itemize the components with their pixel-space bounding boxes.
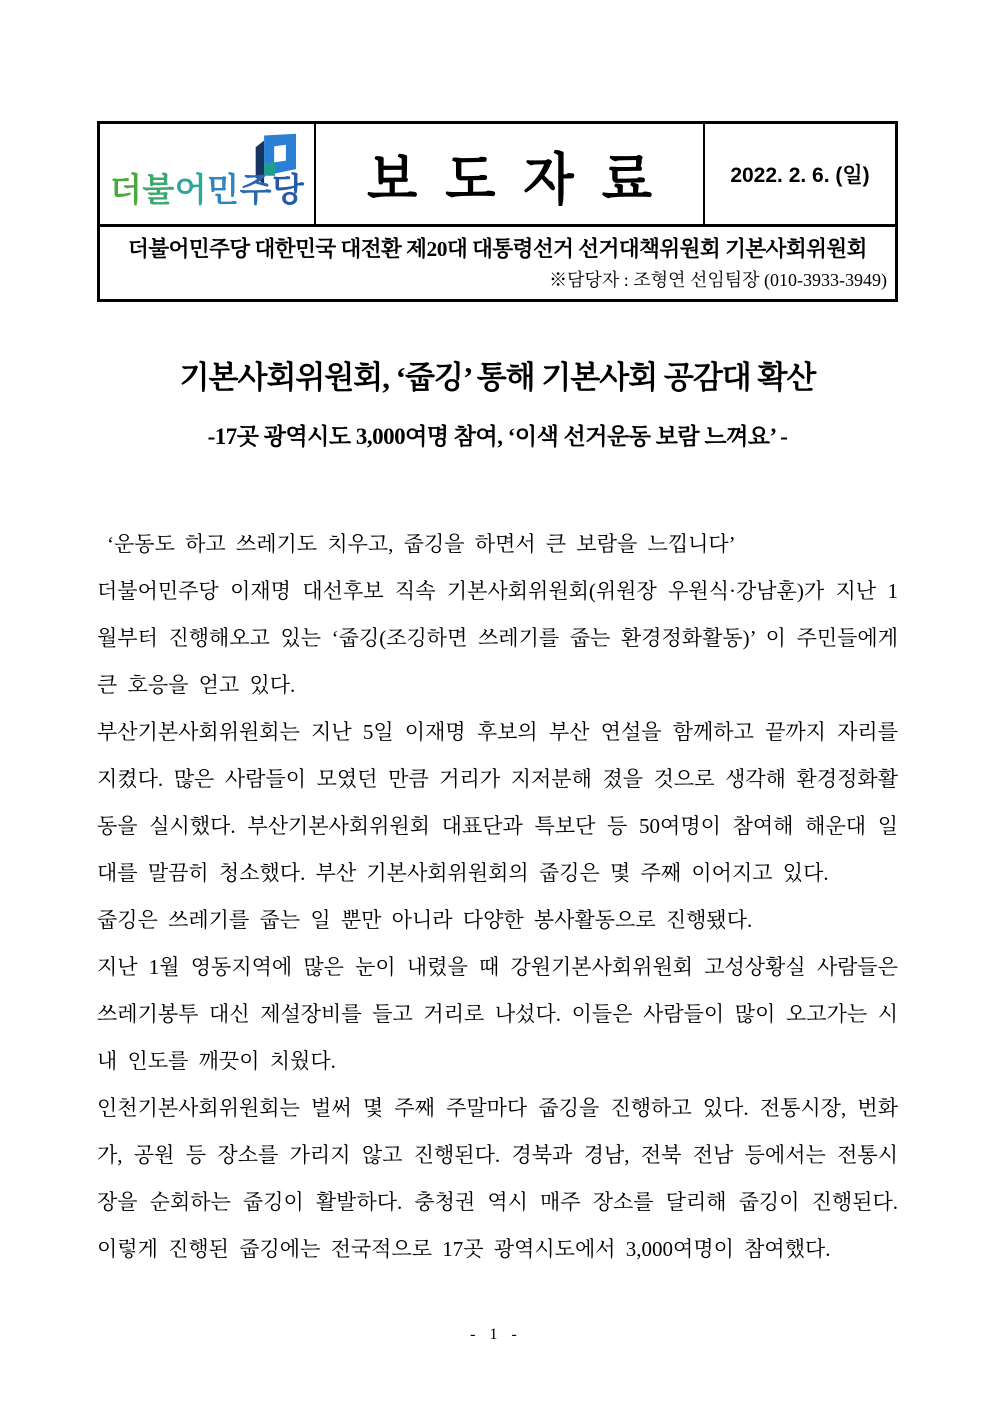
release-date: 2022. 2. 6. (일) — [730, 164, 870, 187]
press-header-top-row — [100, 124, 895, 227]
party-logo-wrap — [108, 133, 306, 215]
date-cell — [705, 124, 895, 224]
page-number: - 1 - — [470, 1326, 522, 1343]
body-paragraph-2: 부산기본사회위원회는 지난 5일 이재명 후보의 부산 연설을 함께하고 끝까지 자리를 지켰다. 많은 사람들이 모였던 만큼 거리가 지저분해 졌을 것으로 생각해 환경정화활동을 실시했다. 부산기본사회위원회 대표단과 특보단 등 50여명이 참여해 해운대 일대를 말끔히 청소했다. 부산 기본사회위원회의 줍깅은 몇 주째 이어지고 있다. — [97, 720, 898, 885]
organization-line: 더불어민주당 대한민국 대전환 제20대 대통령선거 선거대책위원회 기본사회위원회 — [128, 237, 867, 261]
doc-type-cell — [316, 124, 705, 224]
party-logo — [100, 124, 316, 224]
body-paragraph-1: 더불어민주당 이재명 대선후보 직속 기본사회위원회(위원장 우원식·강남훈)가 지난 1월부터 진행해오고 있는 ‘줍깅(조깅하면 쓰레기를 줍는 환경정화활동)’ 이 주민들에게 큰 호응을 얻고 있다. — [97, 579, 898, 697]
body-paragraph-3: 줍깅은 쓰레기를 줍는 일 뿐만 아니라 다양한 봉사활동으로 진행됐다. — [97, 908, 753, 932]
body-paragraph-5: 인천기본사회위원회는 벌써 몇 주째 주말마다 줍깅을 진행하고 있다. 전통시장, 번화가, 공원 등 장소를 가리지 않고 진행된다. 경북과 경남, 전북 전남 등에서는 전통시장을 순회하는 줍깅이 활발하다. 충청권 역시 매주 장소를 달리해 줍깅이 진행된다. 이렇게 진행된 줍깅에는 전국적으로 17곳 광역시도에서 3,000여명이 참여했다. — [97, 1096, 898, 1261]
press-header-box — [97, 121, 898, 302]
press-header-bottom-row — [100, 227, 895, 299]
article-body — [97, 521, 898, 1273]
body-paragraph-quote: ‘운동도 하고 쓰레기도 치우고, 줍깅을 하면서 큰 보람을 느낍니다’ — [107, 532, 736, 556]
doc-type-title: 보도자료 — [367, 148, 680, 212]
headline-subtitle: -17곳 광역시도 3,000여명 참여, ‘이색 선거운동 보람 느껴요’ - — [207, 424, 788, 449]
page-content — [97, 121, 898, 1273]
party-logo-text: 더불어민주당 — [110, 171, 305, 208]
body-paragraph-4: 지난 1월 영동지역에 많은 눈이 내렸을 때 강원기본사회위원회 고성상황실 사람들은 쓰레기봉투 대신 제설장비를 들고 거리로 나섰다. 이들은 사람들이 많이 오고가는 시내 인도를 깨끗이 치웠다. — [97, 955, 898, 1073]
headline-title: 기본사회위원회, ‘줍깅’ 통해 기본사회 공감대 확산 — [179, 360, 816, 395]
contact-line: ※담당자 : 조형연 선임팀장 (010-3933-3949) — [549, 270, 887, 290]
